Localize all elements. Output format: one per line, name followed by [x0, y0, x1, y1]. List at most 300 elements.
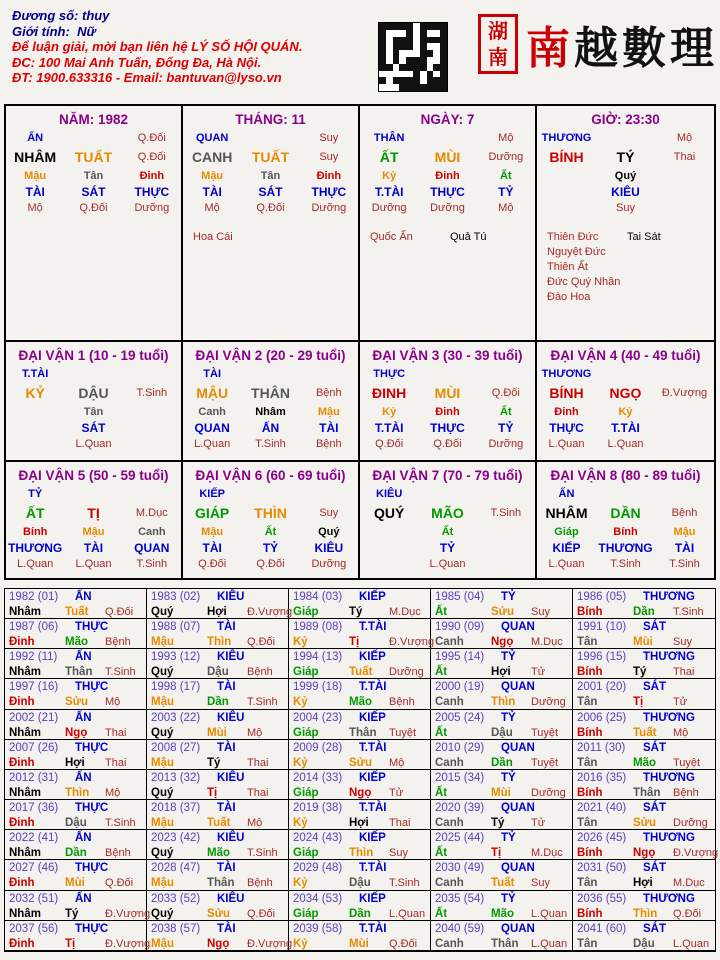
cell-value: Q.Đối — [256, 202, 285, 214]
year-branch: Dậu — [633, 937, 655, 950]
year-ten-god: QUAN — [501, 922, 535, 935]
qr-module — [440, 23, 447, 30]
year-label: 1992 (11) — [9, 651, 58, 664]
logo-char: 理 — [670, 23, 718, 74]
cell-value: L.Quan — [429, 558, 466, 570]
cell-value: QUAN — [134, 541, 170, 555]
qr-module — [399, 64, 406, 71]
year-stem: Kỷ — [293, 937, 308, 950]
year-branch: Thân — [633, 786, 661, 799]
year-phase: Tuyệt — [531, 726, 559, 739]
year-branch: Hợi — [207, 606, 227, 618]
year-cell — [431, 770, 573, 800]
year-stem: Nhâm — [9, 666, 41, 679]
cell-title: ĐẠI VẬN 3 (30 - 39 tuổi) — [372, 348, 523, 363]
year-cell — [289, 589, 431, 619]
shen-sha: Hoa Cái — [193, 231, 233, 243]
cell-value: KIÊU — [611, 185, 640, 199]
year-phase: L.Quan — [531, 907, 568, 920]
cell-value: Dưỡng — [311, 202, 347, 214]
cell-value: Q.Đối — [433, 438, 462, 450]
cell-row — [360, 366, 535, 382]
year-phase: Thai — [105, 726, 127, 739]
year-ten-god: T.TÀI — [359, 802, 387, 815]
qr-module — [427, 37, 434, 44]
cell-row — [537, 524, 714, 540]
year-stem: Nhâm — [9, 907, 41, 920]
year-stem: Nhâm — [9, 847, 41, 860]
year-phase: Suy — [389, 847, 408, 860]
cell-value: Ất — [500, 170, 512, 182]
shen-sha: Nguyệt Đức — [547, 246, 606, 258]
year-stem: Giáp — [293, 847, 319, 860]
logo-char: 數 — [622, 23, 670, 74]
year-phase: Tử — [673, 696, 688, 709]
cell-value: DẬU — [78, 385, 109, 401]
year-branch: Sửu — [491, 606, 515, 618]
cell-value: CANH — [191, 149, 233, 165]
cell-row — [183, 436, 358, 452]
qr-module — [440, 71, 447, 78]
cell-value: MẬU — [196, 385, 229, 401]
cell-value: TỶ — [262, 541, 279, 555]
year-phase: Dưỡng — [673, 817, 708, 830]
year-ten-god: KIÊU — [217, 651, 245, 664]
qr-module — [413, 57, 420, 64]
year-ten-god: KIÊU — [217, 892, 245, 905]
year-stem: Ất — [435, 606, 448, 618]
cell-row — [360, 436, 535, 452]
cell-value: MÙI — [434, 385, 461, 401]
cell-value: Dưỡng — [488, 151, 524, 163]
year-stem: Quý — [151, 847, 174, 860]
cell-value — [655, 366, 714, 382]
year-branch: Thân — [349, 726, 377, 739]
cell-row — [360, 486, 535, 502]
cell-value — [477, 540, 535, 556]
year-stem: Kỷ — [293, 877, 308, 890]
year-branch: Tý — [65, 907, 79, 920]
cell-row — [360, 385, 535, 401]
qr-code[interactable] — [378, 22, 448, 92]
year-label: 2001 (20) — [577, 681, 627, 694]
year-branch: Tị — [633, 696, 644, 709]
year-label: 2024 (43) — [293, 832, 343, 845]
qr-module — [427, 57, 434, 64]
year-cell — [289, 921, 431, 951]
year-branch: Hợi — [633, 877, 653, 890]
year-label: 2015 (34) — [435, 771, 485, 784]
cell-value: THƯƠNG — [541, 368, 592, 380]
cell-value: M.Dục — [135, 507, 168, 519]
year-phase: Đ.Vượng — [673, 847, 719, 860]
cell-value — [123, 404, 181, 420]
year-cell — [147, 740, 289, 770]
cell-row — [6, 366, 181, 382]
year-label: 2023 (42) — [151, 832, 201, 845]
year-phase: Tuyệt — [389, 726, 417, 739]
cell-row — [360, 404, 535, 420]
cell-row — [6, 385, 181, 401]
year-cell — [5, 589, 147, 619]
year-label: 2016 (35) — [577, 771, 627, 784]
year-branch: Thìn — [65, 786, 90, 799]
qr-module — [386, 23, 393, 30]
cell-row — [6, 436, 181, 452]
cell-value: QUAN — [195, 132, 229, 144]
year-label: 1999 (18) — [293, 681, 343, 694]
year-phase: Suy — [531, 606, 550, 618]
phone-email-line: ĐT: 1900.633316 - Email: bantuvan@lyso.vn — [12, 70, 282, 85]
cell-value — [360, 556, 418, 572]
year-ten-god: THỰC — [75, 741, 109, 754]
cell-value: Ất — [264, 526, 277, 538]
year-branch: Thìn — [633, 907, 658, 920]
year-branch: Hợi — [65, 756, 85, 769]
cell-value: Dưỡng — [371, 202, 407, 214]
year-branch: Thân — [65, 666, 93, 679]
qr-module — [386, 71, 393, 78]
cell-value: TÀI — [202, 541, 222, 555]
cell-value — [300, 486, 358, 502]
year-label: 2018 (37) — [151, 802, 201, 815]
year-branch: Dần — [207, 696, 229, 709]
year-phase: Q.Đối — [673, 907, 702, 920]
cell-value: QUAN — [194, 421, 230, 435]
qr-module — [406, 30, 413, 37]
shen-sha: Đào Hoa — [547, 291, 591, 303]
qr-module — [413, 43, 420, 50]
qr-module — [413, 37, 420, 44]
dai-van-cell — [6, 342, 183, 462]
qr-module — [393, 71, 400, 78]
cell-value: Mộ — [498, 202, 514, 214]
cell-row — [537, 556, 714, 572]
year-stem: Canh — [435, 877, 464, 890]
cell-value — [241, 130, 299, 146]
year-stem: Tân — [577, 817, 598, 830]
cell-row — [537, 540, 714, 556]
year-cell — [573, 830, 719, 860]
cell-row — [6, 200, 181, 216]
year-label: 2020 (39) — [435, 802, 485, 815]
cell-value: THỰC — [311, 185, 347, 199]
year-branch: Sửu — [65, 696, 89, 709]
year-label: 1986 (05) — [577, 591, 627, 603]
cell-value: Ất — [500, 406, 512, 418]
year-branch: Mão — [207, 847, 230, 860]
qr-module — [406, 23, 413, 30]
cell-row — [183, 184, 358, 200]
cell-row — [360, 505, 535, 521]
cell-value — [477, 366, 535, 382]
cell-value: T.TÀI — [22, 368, 49, 380]
cell-value — [655, 168, 714, 184]
cell-value — [418, 366, 476, 382]
year-stem: Canh — [435, 817, 464, 830]
gioi-tinh-label: Giới tính: — [12, 23, 70, 39]
year-stem: Quý — [151, 726, 174, 739]
cell-value: KỶ — [25, 385, 45, 401]
brand-logo — [526, 12, 718, 76]
cell-value: Q.Đối — [137, 132, 166, 144]
year-phase: Thai — [673, 666, 695, 679]
year-ten-god: QUAN — [501, 862, 535, 875]
qr-module — [406, 84, 413, 91]
year-cell — [289, 710, 431, 740]
year-phase: Tử — [531, 817, 546, 830]
year-stem: Tân — [577, 756, 598, 769]
cell-value: THỰC — [373, 368, 406, 380]
year-ten-god: T.TÀI — [359, 922, 387, 935]
cell-value: TỶ — [439, 541, 456, 555]
cell-value: Nhâm — [255, 406, 286, 418]
duong-so-label: Đương số: — [12, 8, 79, 23]
dai-van-cell — [360, 462, 537, 578]
qr-module — [433, 71, 440, 78]
cell-value: TUẤT — [251, 149, 290, 165]
qr-module — [440, 57, 447, 64]
year-ten-god: THƯƠNG — [643, 771, 695, 784]
logo-char: 南 — [526, 23, 574, 74]
year-stem: Tân — [577, 937, 598, 950]
year-phase: Tử — [531, 666, 546, 679]
year-phase: Tử — [389, 786, 404, 799]
cell-value: Quý — [614, 170, 637, 182]
year-branch: Dậu — [349, 877, 371, 890]
year-ten-god: KIÊU — [217, 711, 245, 724]
cell-row — [360, 556, 535, 572]
cell-value: Đinh — [139, 170, 165, 182]
year-branch: Hợi — [491, 666, 511, 679]
qr-module — [433, 30, 440, 37]
qr-module — [406, 50, 413, 57]
cell-value: THỰC — [430, 185, 465, 199]
cell-value: TÀI — [202, 185, 222, 199]
cell-value: T.TÀI — [374, 421, 404, 435]
year-ten-god: TÀI — [217, 741, 236, 754]
cell-value: Thai — [673, 151, 696, 163]
qr-module — [433, 57, 440, 64]
dai-van-cell — [6, 462, 183, 578]
year-label: 2014 (33) — [293, 771, 343, 784]
cell-row — [183, 130, 358, 146]
cell-value — [596, 366, 655, 382]
cell-value — [6, 436, 64, 452]
cell-value: Đinh — [316, 170, 342, 182]
cell-value: Mộ — [27, 202, 43, 214]
cell-value: Ất — [441, 526, 454, 538]
year-stem: Canh — [435, 696, 464, 709]
qr-module — [393, 43, 400, 50]
cell-value: Q.Đối — [198, 558, 227, 570]
year-stem: Mậu — [151, 877, 174, 890]
year-phase: Q.Đối — [105, 606, 134, 618]
year-branch: Ngọ — [349, 786, 372, 799]
cell-value — [655, 486, 714, 502]
year-ten-god: THỰC — [75, 802, 109, 815]
year-phase: Bệnh — [105, 847, 131, 860]
year-branch: Tị — [349, 636, 360, 649]
year-cell — [147, 649, 289, 679]
year-branch: Dần — [349, 907, 371, 920]
year-stem: Ất — [435, 786, 448, 799]
cell-title: ĐẠI VẬN 5 (50 - 59 tuổi) — [18, 468, 169, 483]
qr-module — [420, 77, 427, 84]
cell-value: Dưỡng — [311, 558, 347, 570]
year-label: 2006 (25) — [577, 711, 627, 724]
cell-value: Mậu — [82, 526, 105, 538]
year-branch: Tuất — [349, 666, 373, 679]
year-stem: Tân — [577, 696, 598, 709]
year-cell — [431, 740, 573, 770]
qr-module — [440, 37, 447, 44]
year-stem: Canh — [435, 756, 464, 769]
year-phase: Thai — [105, 756, 127, 769]
qr-module — [406, 57, 413, 64]
year-ten-god: T.TÀI — [359, 621, 387, 634]
qr-module — [420, 23, 427, 30]
year-label: 2002 (21) — [9, 711, 59, 724]
cell-value: Bính — [22, 526, 48, 538]
year-ten-god: ẤN — [75, 711, 92, 724]
cell-value: Giáp — [554, 526, 579, 538]
cell-value — [655, 200, 714, 216]
year-stem: Đinh — [9, 636, 35, 649]
year-phase: Đ.Vượng — [247, 937, 293, 950]
year-branch: Thân — [491, 937, 519, 950]
cell-row — [6, 130, 181, 146]
year-cell — [573, 589, 715, 619]
year-phase: T.Sinh — [247, 847, 278, 860]
year-label: 2000 (19) — [435, 681, 485, 694]
shen-sha: Quả Tú — [450, 231, 487, 243]
qr-module — [433, 23, 440, 30]
qr-module — [379, 84, 386, 91]
year-label: 1993 (12) — [151, 651, 201, 664]
year-stem: Mậu — [151, 756, 174, 769]
cell-value — [241, 486, 299, 502]
year-phase: T.Sinh — [105, 817, 136, 830]
cell-value: Suy — [319, 507, 339, 519]
year-label: 2035 (54) — [435, 892, 485, 905]
year-phase: Bệnh — [247, 877, 273, 890]
header-info — [12, 8, 352, 86]
cell-value: Đinh — [435, 406, 460, 418]
cell-row — [6, 505, 181, 521]
year-phase: Mộ — [105, 786, 121, 799]
year-ten-god: QUAN — [501, 681, 535, 694]
year-cell — [5, 710, 147, 740]
year-label: 2026 (45) — [577, 832, 627, 845]
cell-value: THƯƠNG — [541, 132, 592, 144]
year-cell — [289, 800, 431, 830]
year-stem: Mậu — [151, 636, 174, 649]
year-ten-god: QUAN — [501, 741, 535, 754]
year-ten-god: KIẾP — [359, 711, 386, 724]
year-label: 2039 (58) — [293, 922, 343, 935]
qr-module — [413, 77, 420, 84]
year-label: 1989 (08) — [293, 621, 343, 634]
qr-module — [413, 50, 420, 57]
year-phase: Đ.Vượng — [389, 636, 435, 649]
year-branch: Sửu — [349, 756, 373, 769]
year-ten-god: QUAN — [501, 621, 535, 634]
cell-value — [537, 184, 596, 200]
year-stem: Mậu — [151, 696, 174, 709]
cell-value: NHÂM — [14, 149, 57, 165]
year-ten-god: THỰC — [75, 862, 109, 875]
year-ten-god: SÁT — [643, 922, 666, 935]
qr-module — [427, 84, 434, 91]
year-phase: Mộ — [105, 696, 121, 709]
year-label: 2030 (49) — [435, 862, 485, 875]
year-cell — [289, 679, 431, 709]
year-stem: Đinh — [9, 877, 35, 890]
year-label: 2011 (30) — [577, 741, 626, 754]
year-phase: Mộ — [673, 726, 689, 739]
cell-value: GIÁP — [195, 505, 230, 521]
year-label: 1996 (15) — [577, 651, 627, 664]
cell-row — [183, 366, 358, 382]
year-label: 2038 (57) — [151, 922, 201, 935]
cell-value: Tân — [83, 406, 104, 418]
year-branch: Mão — [349, 696, 372, 709]
year-stem: Kỷ — [293, 636, 308, 649]
cell-value: L.Quan — [194, 438, 231, 450]
pillar-cell — [183, 106, 360, 342]
cell-value: Canh — [138, 526, 166, 538]
cell-value — [123, 486, 181, 502]
cell-value: BÍNH — [549, 385, 584, 401]
year-cell — [431, 830, 573, 860]
year-cell — [573, 770, 715, 800]
year-label: 2040 (59) — [435, 922, 485, 935]
year-ten-god: THỰC — [75, 681, 109, 694]
year-cell — [147, 589, 293, 619]
cell-value: T.Sinh — [136, 558, 168, 570]
cell-value: ẤN — [261, 421, 280, 435]
year-cell — [431, 619, 573, 649]
qr-module — [420, 64, 427, 71]
cell-title: NGÀY: 7 — [420, 112, 475, 127]
qr-module — [433, 50, 440, 57]
cell-row — [537, 366, 714, 382]
year-stem: Bính — [577, 786, 603, 799]
year-ten-god: SÁT — [643, 621, 666, 634]
year-stem: Ất — [435, 726, 448, 739]
year-cell — [431, 800, 573, 830]
qr-module — [399, 30, 406, 37]
year-phase: Dưỡng — [389, 666, 424, 679]
cell-value: TÀI — [674, 541, 695, 555]
year-label: 2028 (47) — [151, 862, 201, 875]
year-cell — [5, 860, 147, 890]
year-label: 1987 (06) — [9, 621, 59, 634]
year-ten-god: ẤN — [75, 832, 92, 845]
qr-module — [386, 37, 393, 44]
cell-value: Suy — [319, 132, 339, 144]
cell-row — [183, 168, 358, 184]
year-phase: M.Dục — [389, 606, 421, 618]
cell-value: Kỷ — [382, 406, 397, 418]
year-ten-god: ẤN — [75, 591, 92, 603]
contact-line: Để luận giải, mời bạn liên hệ LÝ SỐ HỘI QUÁN. — [12, 39, 303, 54]
dai-van-cell — [537, 342, 714, 462]
year-phase: Dưỡng — [531, 786, 566, 799]
year-phase: Dưỡng — [531, 696, 566, 709]
cell-value: Tân — [83, 170, 104, 182]
